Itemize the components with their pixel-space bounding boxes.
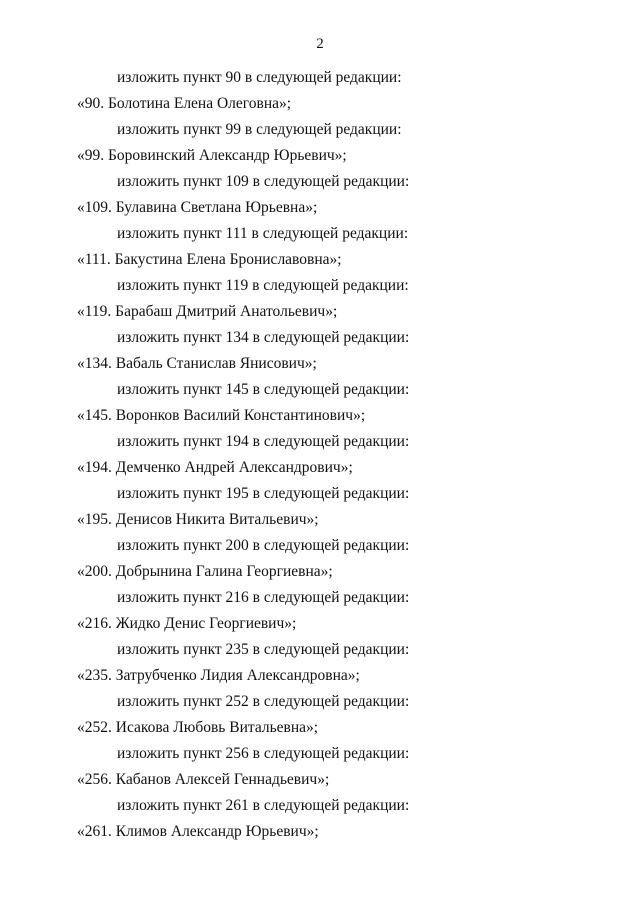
item-line: «200. Добрынина Галина Георгиевна»; xyxy=(77,563,333,580)
instruction-line: изложить пункт 134 в следующей редакции: xyxy=(117,329,410,346)
instruction-line: изложить пункт 200 в следующей редакции: xyxy=(117,537,410,554)
instruction-line: изложить пункт 111 в следующей редакции: xyxy=(117,225,409,242)
item-line: «90. Болотина Елена Олеговна»; xyxy=(77,95,292,112)
instruction-line: изложить пункт 99 в следующей редакции: xyxy=(117,121,402,138)
instruction-line: изложить пункт 145 в следующей редакции: xyxy=(117,381,410,398)
document-body xyxy=(0,65,640,845)
item-line: «194. Демченко Андрей Александрович»; xyxy=(77,459,353,476)
instruction-line: изложить пункт 252 в следующей редакции: xyxy=(117,693,410,710)
item-line: «216. Жидко Денис Георгиевич»; xyxy=(77,615,297,632)
item-line: «109. Булавина Светлана Юрьевна»; xyxy=(77,199,318,216)
item-line: «235. Затрубченко Лидия Александровна»; xyxy=(77,667,360,684)
instruction-line: изложить пункт 119 в следующей редакции: xyxy=(117,277,409,294)
item-line: «134. Вабаль Станислав Янисович»; xyxy=(77,355,317,372)
item-line: «261. Климов Александр Юрьевич»; xyxy=(77,823,319,840)
instruction-line: изложить пункт 194 в следующей редакции: xyxy=(117,433,410,450)
item-line: «99. Боровинский Александр Юрьевич»; xyxy=(77,147,347,164)
page-number: 2 xyxy=(316,36,324,52)
item-line: «256. Кабанов Алексей Геннадьевич»; xyxy=(77,771,330,788)
instruction-line: изложить пункт 261 в следующей редакции: xyxy=(117,797,410,814)
item-line: «145. Воронков Василий Константинович»; xyxy=(77,407,366,424)
item-line: «111. Бакустина Елена Брониславовна»; xyxy=(77,251,342,268)
instruction-line: изложить пункт 216 в следующей редакции: xyxy=(117,589,410,606)
item-line: «195. Денисов Никита Витальевич»; xyxy=(77,511,319,528)
item-line: «252. Исакова Любовь Витальевна»; xyxy=(77,719,319,736)
instruction-line: изложить пункт 90 в следующей редакции: xyxy=(117,69,402,86)
item-line: «119. Барабаш Дмитрий Анатольевич»; xyxy=(77,303,338,320)
instruction-line: изложить пункт 256 в следующей редакции: xyxy=(117,745,410,762)
instruction-line: изложить пункт 109 в следующей редакции: xyxy=(117,173,410,190)
instruction-line: изложить пункт 195 в следующей редакции: xyxy=(117,485,410,502)
instruction-line: изложить пункт 235 в следующей редакции: xyxy=(117,641,410,658)
